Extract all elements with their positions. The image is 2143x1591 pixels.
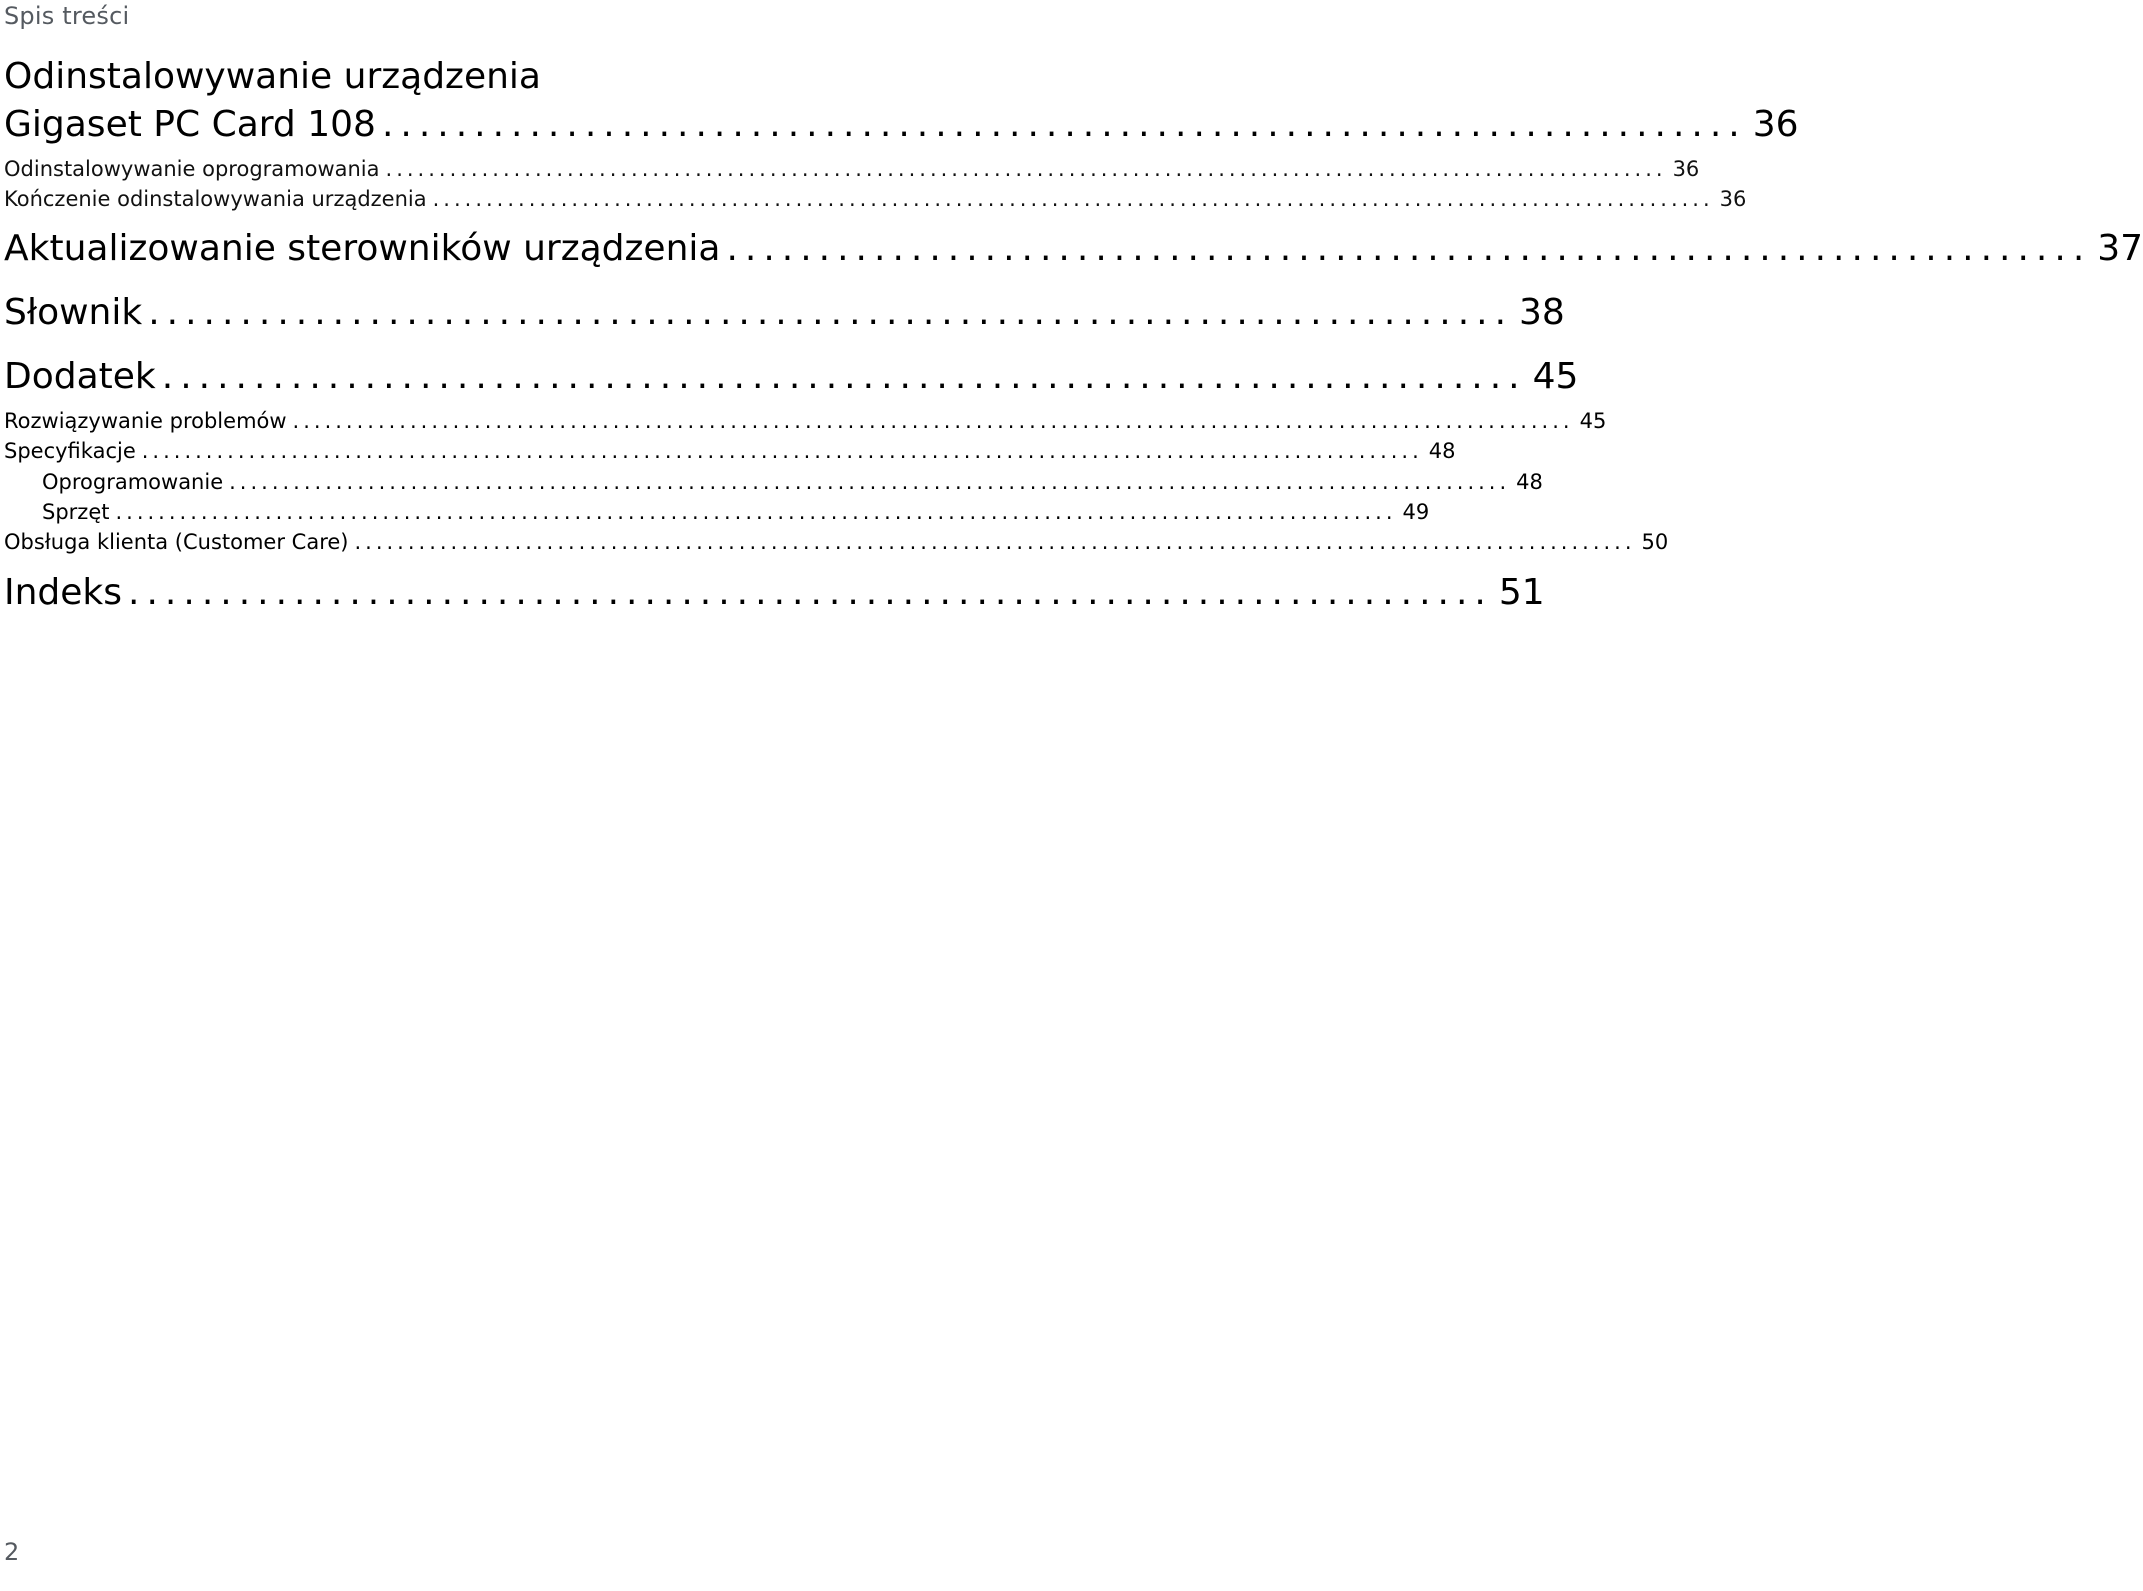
toc-entry-gigaset-pc-card[interactable]	[4, 104, 1799, 145]
dot-leader: ........................................................................................................................	[141, 439, 1423, 463]
toc-entry-odinstalowywanie-oprogramowania[interactable]	[4, 157, 1700, 181]
toc-entry-dodatek[interactable]	[4, 356, 1579, 397]
toc-entry-title-line1: Odinstalowywanie urządzenia	[4, 56, 541, 97]
dot-leader: ........................................................................................................................	[115, 500, 1397, 524]
toc-entry-specyfikacje[interactable]	[4, 439, 1456, 463]
toc-entry-page: 36	[1719, 187, 1747, 211]
toc-entry-page: 45	[1532, 356, 1579, 397]
dot-leader: ........................................................................................................................	[385, 157, 1667, 181]
toc-entry-page: 45	[1579, 409, 1607, 433]
toc-entry-title: Gigaset PC Card 108	[4, 104, 376, 145]
toc-entry-rozwiazywanie-problemow[interactable]	[4, 409, 1607, 433]
toc-entry-page: 49	[1402, 500, 1430, 524]
dot-leader: ........................................................................................................................	[432, 187, 1714, 211]
dot-leader: ........................................................................................................................	[292, 409, 1574, 433]
toc-entry-page: 51	[1498, 572, 1545, 613]
toc-entry-title: Specyfikacje	[4, 439, 136, 463]
toc-entry-konczenie-odinstalowywania[interactable]	[4, 187, 1747, 211]
toc-entry-aktualizowanie-sterownikow[interactable]	[4, 228, 2143, 269]
toc-entry-page: 48	[1516, 470, 1543, 494]
toc-entry-title: Dodatek	[4, 356, 156, 397]
toc-entry-page: 48	[1428, 439, 1456, 463]
toc-entry-title: Obsługa klienta (Customer Care)	[4, 530, 349, 554]
toc-entry-page: 37	[2097, 228, 2143, 269]
dot-leader: ........................................................................................................................	[354, 530, 1636, 554]
page-number: 2	[4, 1538, 20, 1566]
toc-entry-title: Indeks	[4, 572, 123, 613]
toc-entry-title: Rozwiązywanie problemów	[4, 409, 287, 433]
toc-entry-slownik[interactable]	[4, 292, 1565, 333]
toc-entry-title: Kończenie odinstalowywania urządzenia	[4, 187, 427, 211]
dot-leader: ........................................................................................................................	[229, 470, 1511, 494]
toc-entry-title: Słownik	[4, 292, 143, 333]
dot-leader: ..........................................................................	[726, 228, 2092, 269]
dot-leader: ..........................................................................	[161, 356, 1527, 397]
toc-entry-page: 50	[1641, 530, 1669, 554]
toc-entry-page: 36	[1752, 104, 1799, 145]
dot-leader: ..........................................................................	[148, 292, 1514, 333]
dot-leader: ..........................................................................	[381, 104, 1747, 145]
toc-entry-title: Oprogramowanie	[42, 470, 224, 494]
toc-entry-title: Odinstalowywanie oprogramowania	[4, 157, 380, 181]
toc-entry-page: 38	[1519, 292, 1565, 333]
toc-entry-oprogramowanie[interactable]	[4, 470, 1543, 494]
toc-entry-sprzet[interactable]	[4, 500, 1430, 524]
page-header-title: Spis treści	[4, 2, 130, 30]
toc-entry-indeks[interactable]	[4, 572, 1545, 613]
toc-entry-title: Aktualizowanie sterowników urządzenia	[4, 228, 721, 269]
toc-entry-title: Sprzęt	[42, 500, 110, 524]
dot-leader: ..........................................................................	[128, 572, 1493, 613]
toc-entry-obsluga-klienta[interactable]	[4, 530, 1669, 554]
toc-entry-page: 36	[1672, 157, 1700, 181]
